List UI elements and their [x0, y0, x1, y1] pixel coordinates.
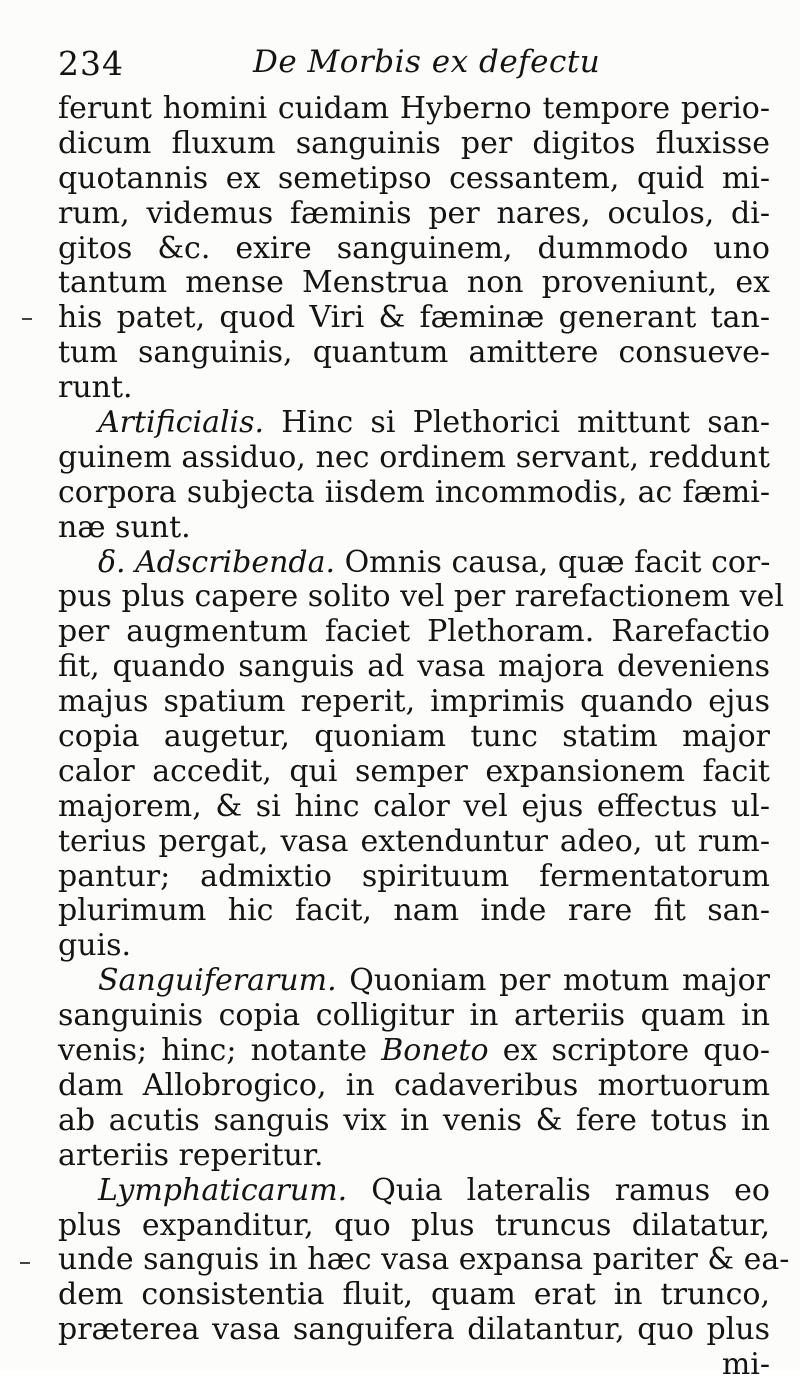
margin-mark — [20, 1262, 30, 1264]
text-line — [58, 162, 770, 197]
text-line — [58, 1104, 770, 1139]
text-line — [58, 650, 770, 685]
text-line — [58, 441, 770, 476]
text-line — [58, 790, 770, 825]
text-line — [58, 579, 784, 615]
text-line — [58, 266, 770, 301]
side-heading: δ. Adscribenda. — [98, 544, 336, 580]
text-line — [58, 1174, 770, 1209]
line-text: Hinc si Plethorici mittunt san- — [264, 405, 770, 441]
text-line — [58, 232, 770, 267]
line-text-tail: ex scriptore quo- — [488, 1033, 770, 1069]
line-text: ferunt homini cuidam Hyberno tempore perio- — [58, 91, 770, 126]
margin-mark — [22, 318, 32, 320]
text-line — [58, 336, 770, 371]
cited-name: Boneto — [381, 1033, 489, 1069]
text-line — [58, 615, 770, 650]
line-text: næ sunt. — [58, 509, 191, 545]
line-text: rum, videmus fæminis per nares, oculos, di- — [58, 195, 770, 231]
line-text: guinem assiduo, nec ordinem servant, reddunt — [58, 439, 770, 475]
text-line — [58, 546, 770, 581]
side-heading: Sanguiferarum. — [98, 963, 337, 999]
text-line — [58, 1034, 770, 1069]
line-text: tantum mense Menstrua non proveniunt, ex — [58, 265, 770, 301]
text-line — [58, 825, 770, 860]
catchword: mi- — [721, 1347, 770, 1383]
line-text: dem consistentia fluit, quam erat in trunco, — [58, 1277, 770, 1313]
page-number: 234 — [58, 44, 124, 83]
line-text: his patet, quod Viri & fæminæ generant tan- — [58, 300, 770, 336]
text-line — [58, 755, 770, 790]
line-text: arteriis reperitur. — [58, 1137, 324, 1173]
line-text: runt. — [58, 370, 133, 406]
text-line — [58, 92, 770, 127]
text-line — [58, 964, 770, 999]
running-head: De Morbis ex defectu — [253, 44, 601, 80]
text-line — [58, 999, 770, 1034]
paragraph — [58, 964, 770, 1173]
line-text: ab acutis sanguis vix in venis & fere totus in — [58, 1102, 770, 1138]
line-text: majus spatium reperit, imprimis quando ejus — [58, 684, 770, 720]
text-line — [58, 929, 770, 964]
text-line — [58, 127, 770, 162]
body-text — [58, 91, 790, 1383]
line-text: Omnis causa, quæ facit cor- — [335, 544, 771, 580]
line-text: unde sanguis in hæc vasa expansa pariter & ea- — [58, 1242, 790, 1278]
line-text: gitos &c. exire sanguinem, dummodo uno — [58, 230, 770, 266]
line-text: corpora subjecta iisdem incommodis, ac fæmi- — [58, 474, 770, 510]
page-header — [58, 44, 758, 92]
line-text: fit, quando sanguis ad vasa majora deveniens — [58, 649, 770, 685]
side-heading: Artificialis. — [98, 405, 265, 441]
line-text: copia augetur, quoniam tunc statim major — [58, 719, 770, 755]
text-line — [58, 371, 770, 406]
text-line — [58, 1139, 770, 1174]
text-line — [58, 301, 770, 336]
line-text: pus plus capere solito vel per rarefactionem vel — [58, 579, 784, 615]
text-line — [58, 1242, 790, 1278]
paragraph — [58, 92, 770, 406]
text-line — [58, 1313, 770, 1348]
line-text: calor accedit, qui semper expansionem facit — [58, 753, 770, 789]
line-text: dam Allobrogico, in cadaveribus mortuorum — [58, 1067, 770, 1103]
line-text: terius pergat, vasa extenduntur adeo, ut rum- — [58, 823, 770, 859]
paragraph — [58, 544, 784, 965]
text-line — [58, 894, 770, 929]
line-text: majorem, & si hinc calor vel ejus effectus ul- — [58, 788, 770, 824]
text-line — [58, 406, 770, 441]
line-text: per augmentum faciet Plethoram. Rarefactio — [58, 614, 770, 650]
line-text: Quia lateralis ramus eo — [347, 1172, 770, 1208]
line-text: dicum fluxum sanguinis per digitos fluxisse — [58, 125, 770, 161]
line-text: tum sanguinis, quantum amittere consueve- — [58, 335, 770, 371]
paragraph — [58, 1172, 790, 1348]
text-line — [58, 511, 770, 546]
line-text: Quoniam per motum major — [336, 963, 770, 999]
text-line — [58, 197, 770, 232]
text-line — [58, 476, 770, 511]
paragraph — [58, 406, 770, 546]
text-line — [58, 720, 770, 755]
line-text: plurimum hic facit, nam inde rare fit san- — [58, 893, 770, 929]
text-line — [58, 685, 770, 720]
line-text: venis; hinc; notante — [58, 1033, 382, 1069]
text-line — [58, 1069, 770, 1104]
line-text: præterea vasa sanguifera dilatantur, quo plus — [58, 1312, 770, 1348]
text-line — [58, 1209, 770, 1244]
line-text: plus expanditur, quo plus truncus dilatatur, — [58, 1207, 770, 1243]
line-text: pantur; admixtio spirituum fermentatorum — [58, 858, 770, 894]
line-text: quotannis ex semetipso cessantem, quid mi- — [58, 160, 770, 196]
text-line — [58, 860, 770, 895]
line-text: sanguinis copia colligitur in arteriis quam in — [58, 998, 770, 1034]
line-text: guis. — [58, 928, 132, 964]
side-heading: Lymphaticarum. — [98, 1172, 348, 1208]
text-line — [58, 1278, 770, 1313]
